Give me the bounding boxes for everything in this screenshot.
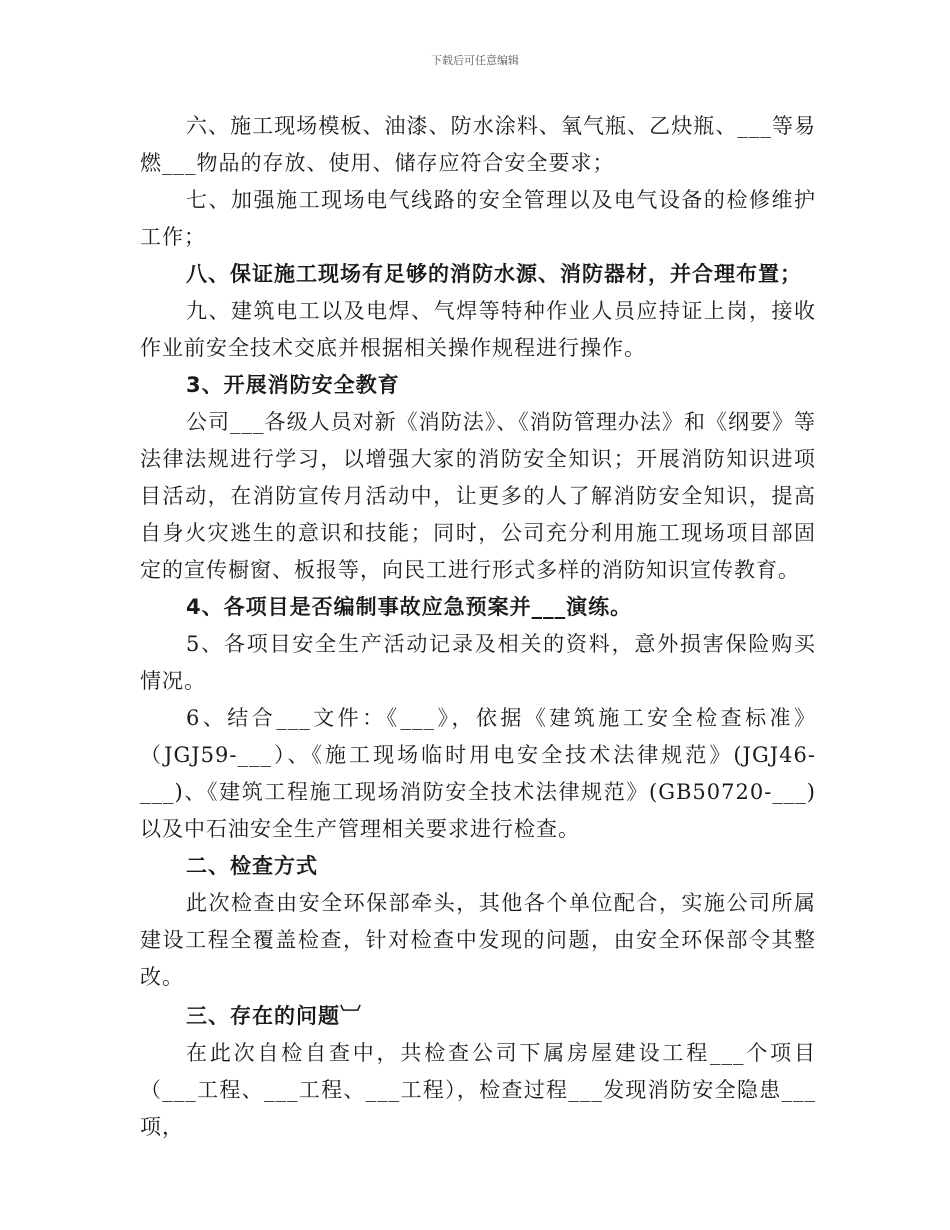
- paragraph-fire-education: 公司___各级人员对新《消防法》、《消防管理办法》和《纲要》等法律法规进行学习，以增强大家的消防安全知识；开展消防知识进项目活动，在消防宣传月活动中，让更多的人了解消防安全知识，提高自身火灾逃生的意识和技能；同时，公司充分利用施工现场项目部固定的宣传橱窗、板报等，向民工进行形式多样的消防知识宣传教育。: [140, 410, 816, 582]
- paragraph-safety-records: 5、各项目安全生产活动记录及相关的资料，意外损害保险购买情况。: [140, 632, 816, 693]
- section-heading-check-method: 二、检查方式: [186, 854, 318, 878]
- page-header-note: 下载后可任意编辑: [431, 54, 519, 67]
- paragraph-item-8: 八、保证施工现场有足够的消防水源、消防器材，并合理布置；: [186, 262, 802, 286]
- paragraph-check-method: 此次检查由安全环保部牵头，其他各个单位配合，实施公司所属建设工程全覆盖检查，针对检查中发现的问题，由安全环保部令其整改。: [140, 891, 816, 989]
- section-heading-emergency-plan: 4、各项目是否编制事故应急预案并___演练。: [186, 595, 633, 619]
- section-heading-fire-education: 3、开展消防安全教育: [186, 373, 400, 397]
- document-body: [140, 108, 816, 1146]
- paragraph-item-7: 七、加强施工现场电气线路的安全管理以及电气设备的检修维护工作；: [140, 188, 816, 249]
- section-heading-problems: 三、存在的问题︺: [186, 1004, 362, 1028]
- paragraph-check-basis: 6、结合___文件：《___》，依据《建筑施工安全检查标准》（JGJ59-___）、《施工现场临时用电安全技术法律规范》(JGJ46-___)、《建筑工程施工现场消防安全技术法律规范》(GB50720-___)以及中石油安全生产管理相关要求进行检查。: [140, 706, 816, 841]
- paragraph-item-9: 九、建筑电工以及电焊、气焊等特种作业人员应持证上岗，接收作业前安全技术交底并根据相关操作规程进行操作。: [140, 299, 816, 360]
- paragraph-problems: 在此次自检自查中，共检查公司下属房屋建设工程___个项目（___工程、___工程、___工程），检查过程___发现消防安全隐患___项，: [140, 1041, 816, 1139]
- paragraph-item-6: 六、施工现场模板、油漆、防水涂料、氧气瓶、乙炔瓶、___等易燃___物品的存放、使用、储存应符合安全要求；: [140, 114, 816, 175]
